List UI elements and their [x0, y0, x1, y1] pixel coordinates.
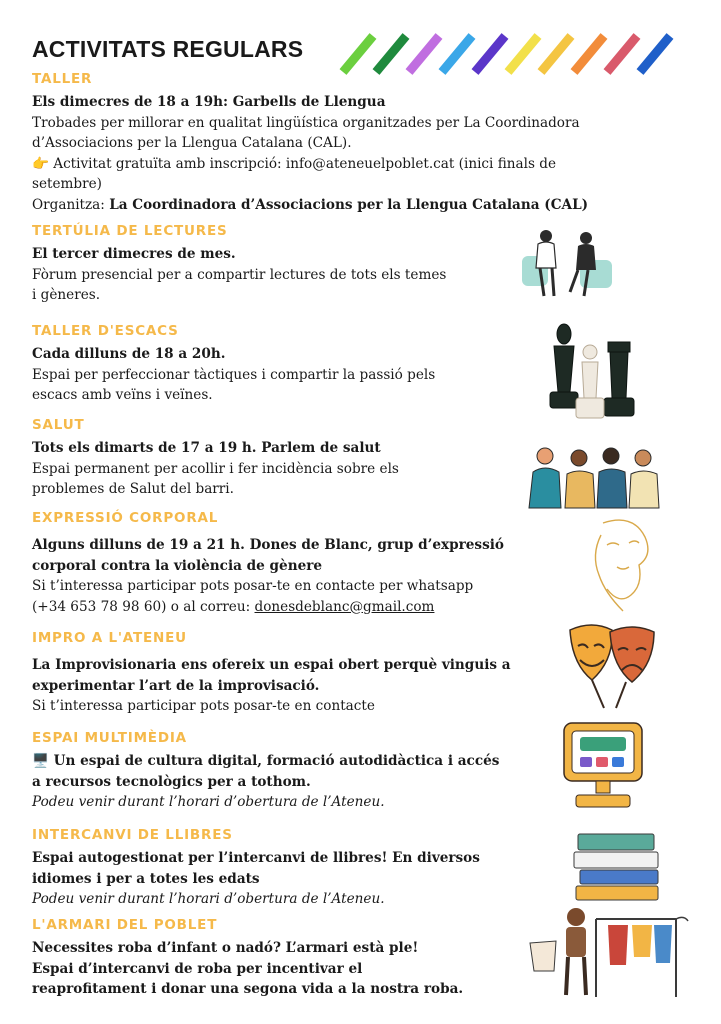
book-stack-illustration: [572, 828, 664, 904]
description-line: 🖥️ Un espai de cultura digital, formació autodidàctica i accés: [32, 753, 500, 769]
section-escacs: [32, 322, 435, 406]
schedule-line: Alguns dilluns de 19 a 21 h. Dones de Blanc, grup d’expressió: [32, 537, 504, 553]
section-heading: ESPAI MULTIMÈDIA: [32, 730, 187, 746]
group-hug-illustration: [525, 440, 663, 510]
description-line: reaprofitament i donar una segona vida a la nostra roba.: [32, 981, 464, 997]
description-line: idiomes i per a totes les edats: [32, 870, 260, 887]
stripe: [607, 36, 637, 72]
registration-line: setembre): [32, 176, 102, 192]
section-intercanvi-llibres: [32, 826, 480, 910]
description-line: Fòrum presencial per a compartir lectures de tots els temes: [32, 266, 447, 283]
section-heading: EXPRESSIÓ CORPORAL: [32, 510, 219, 526]
organizer-line: [32, 195, 588, 216]
description-line: La Improvisionaria ens ofereix un espai obert perquè vinguis a: [32, 657, 511, 673]
description-line: a recursos tecnològics per a tothom.: [32, 773, 311, 790]
stripe: [508, 36, 538, 72]
section-heading: SALUT: [32, 417, 85, 433]
section-expressio-corporal: [32, 509, 504, 617]
stripe: [574, 36, 604, 72]
reading-group-illustration: [518, 226, 618, 302]
stripe: [442, 36, 472, 72]
section-impro: [32, 629, 511, 717]
description-line: d’Associacions per la Llengua Catalana (CAL).: [32, 135, 352, 151]
section-heading: IMPRO A L'ATENEU: [32, 630, 187, 646]
description-line: Trobades per millorar en qualitat lingüística organitzades per La Coordinadora: [32, 114, 580, 131]
contact-line: [32, 597, 504, 618]
stripe: [409, 36, 439, 72]
description-line: Espai autogestionat per l’intercanvi de llibres! En diversos: [32, 850, 480, 866]
description-line: problemes de Salut del barri.: [32, 481, 234, 497]
section-multimedia: [32, 729, 499, 813]
description-line: Espai permanent per acollir i fer incidència sobre els: [32, 460, 399, 477]
computer-illustration: [558, 717, 648, 813]
face-line-art-illustration: [583, 515, 663, 619]
section-tertulia: [32, 222, 446, 306]
contact-line: Si t’interessa participar pots posar-te en contacte: [32, 698, 375, 714]
stripe: [475, 36, 505, 72]
contact-phone: (+34 653 78 98 60) o al correu:: [32, 598, 255, 615]
stripe: [640, 36, 670, 72]
schedule-line: Els dimecres de 18 a 19h: Garbells de Llengua: [32, 94, 386, 110]
chess-pieces-illustration: [546, 322, 644, 424]
schedule-line: Cada dilluns de 18 a 20h.: [32, 346, 226, 362]
description-line: escacs amb veïns i veïnes.: [32, 387, 213, 403]
clothes-rack-illustration: [526, 905, 690, 1001]
registration-line: 👉 Activitat gratuïta amb inscripció: info@ateneuelpoblet.cat (inici finals de: [32, 155, 557, 172]
contact-line: Si t’interessa participar pots posar-te en contacte per whatsapp: [32, 578, 474, 594]
section-heading: TERTÚLIA DE LECTURES: [32, 223, 228, 239]
organizer-name: La Coordinadora d’Associacions per la Llengua Catalana (CAL): [109, 196, 589, 213]
stripe: [376, 36, 406, 72]
hours-note: Podeu venir durant l’horari d’obertura de l’Ateneu.: [32, 891, 385, 907]
description-line: experimentar l’art de la improvisació.: [32, 677, 320, 694]
schedule-line: Tots els dimarts de 17 a 19 h. Parlem de salut: [32, 440, 381, 456]
description-line: Espai per perfeccionar tàctiques i compartir la passió pels: [32, 366, 436, 383]
theatre-masks-illustration: [564, 620, 660, 710]
section-salut: [32, 416, 399, 500]
section-heading: INTERCANVI DE LLIBRES: [32, 827, 233, 843]
email-link[interactable]: donesdeblanc@gmail.com: [254, 598, 435, 615]
section-heading: TALLER: [32, 71, 93, 87]
schedule-line: El tercer dimecres de mes.: [32, 246, 236, 262]
description-line: Necessites roba d’infant o nadó? L’armari està ple!: [32, 940, 419, 956]
section-heading: L'ARMARI DEL POBLET: [32, 917, 218, 933]
schedule-line: corporal contra la violència de gènere: [32, 557, 323, 574]
stripe: [541, 36, 571, 72]
section-armari: [32, 916, 463, 1000]
hours-note: Podeu venir durant l’horari d’obertura de l’Ateneu.: [32, 794, 385, 810]
stripe: [343, 36, 373, 72]
section-taller: [32, 70, 588, 215]
organizer-label: Organitza:: [32, 196, 110, 213]
page-title: ACTIVITATS REGULARS: [32, 36, 304, 62]
description-line: i gèneres.: [32, 287, 101, 303]
description-line: Espai d’intercanvi de roba per incentivar el: [32, 960, 363, 977]
section-heading: TALLER D'ESCACS: [32, 323, 179, 339]
